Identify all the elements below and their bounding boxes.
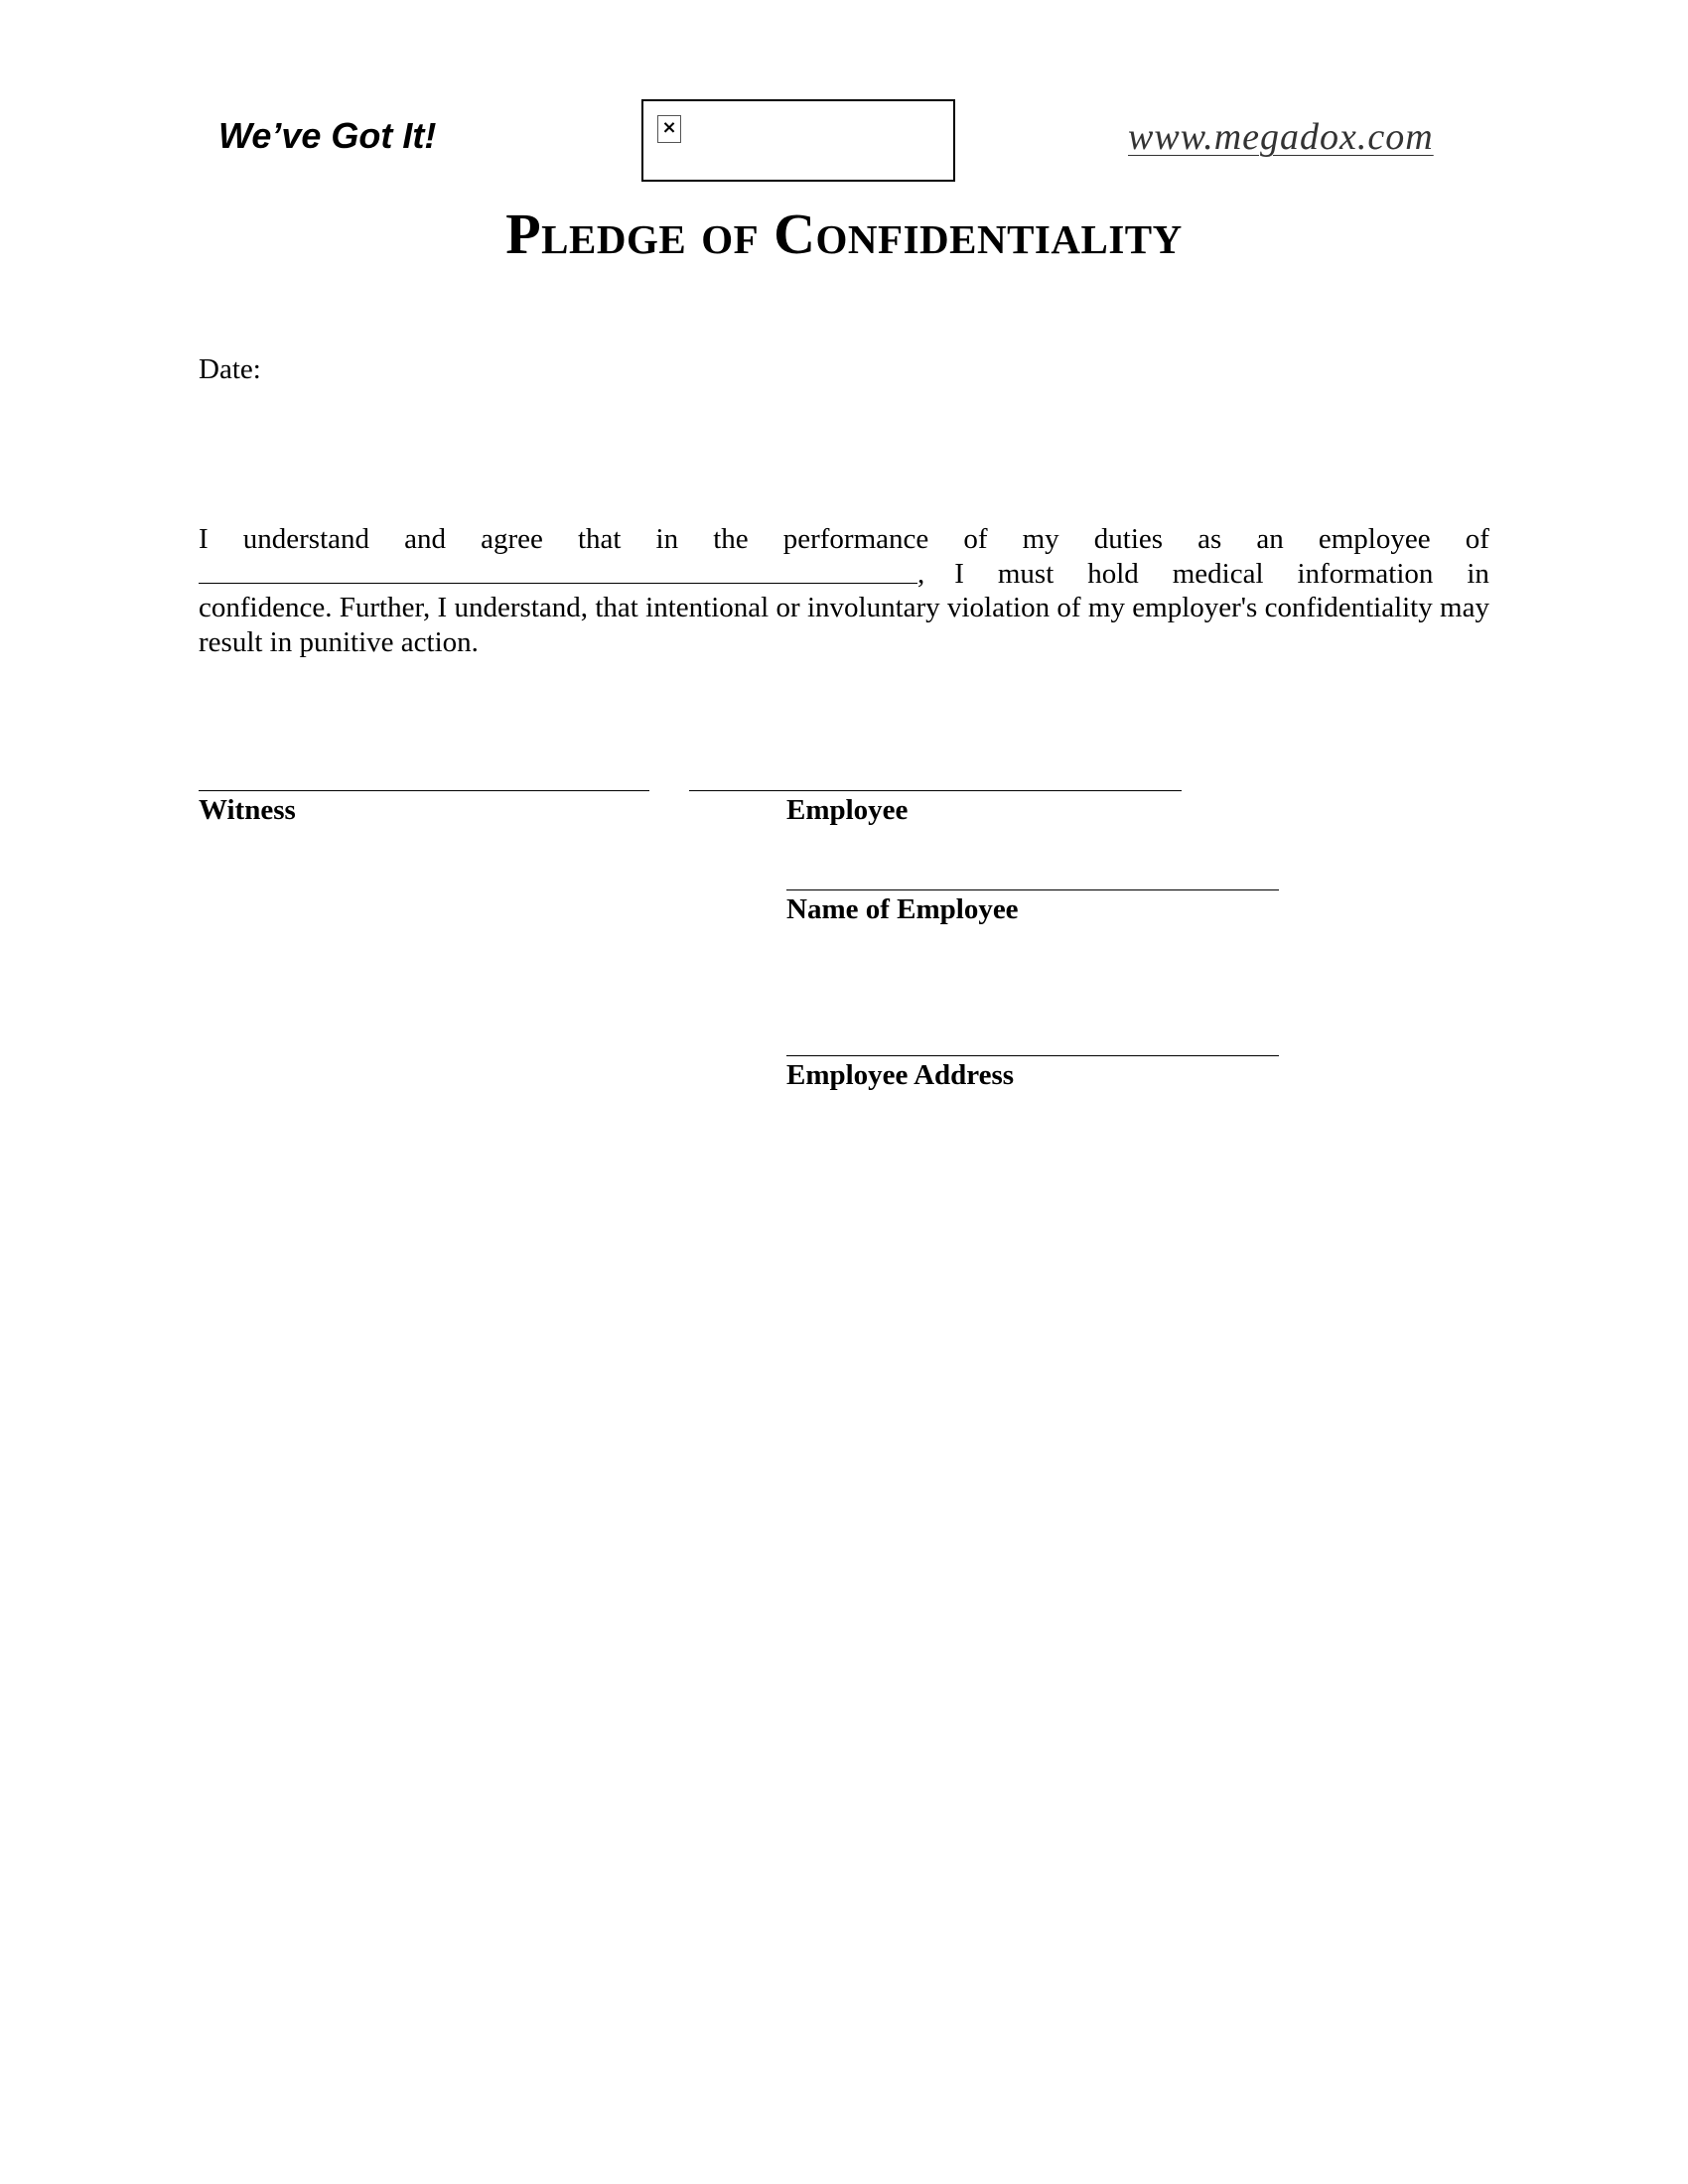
- word: in: [1467, 557, 1489, 590]
- word: employee: [1318, 523, 1431, 555]
- word: the: [713, 523, 749, 555]
- employee-name-label: Name of Employee: [786, 893, 1019, 925]
- date-label: Date:: [199, 353, 261, 385]
- word: ,: [917, 557, 925, 590]
- word: agree: [481, 523, 543, 555]
- employee-signature-line: [689, 790, 1182, 791]
- word: medical: [1172, 557, 1264, 590]
- website-link[interactable]: www.megadox.com: [1128, 116, 1434, 158]
- word: performance: [782, 523, 929, 555]
- word: as: [1197, 523, 1222, 555]
- logo-placeholder: [641, 99, 955, 182]
- witness-label: Witness: [199, 794, 296, 826]
- word: of: [963, 523, 988, 555]
- employee-address-line: [786, 1055, 1279, 1056]
- word: of: [1465, 523, 1489, 555]
- word: in: [655, 523, 679, 555]
- paragraph-line-2: [199, 557, 1489, 592]
- word: duties: [1093, 523, 1164, 555]
- word: information: [1297, 557, 1434, 590]
- word: hold: [1087, 557, 1139, 590]
- employee-name-line: [786, 889, 1279, 890]
- word: understand: [242, 523, 370, 555]
- paragraph-line-1: [199, 522, 1489, 557]
- broken-image-icon: ×: [657, 115, 681, 143]
- document-title: Pledge of Confidentiality: [505, 202, 1183, 266]
- word: must: [997, 557, 1055, 590]
- word: my: [1022, 523, 1059, 555]
- employee-label: Employee: [786, 794, 909, 826]
- witness-signature-line: [199, 790, 649, 791]
- word: that: [577, 523, 622, 555]
- employee-address-label: Employee Address: [786, 1059, 1015, 1091]
- word: I: [954, 557, 964, 590]
- employer-name-blank: [199, 583, 917, 584]
- line-2-words: [954, 557, 1489, 592]
- word: an: [1256, 523, 1284, 555]
- word: and: [404, 523, 446, 555]
- body-paragraph: [199, 522, 1489, 659]
- paragraph-remainder: confidence. Further, I understand, that intentional or involuntary violation of my employer's confidentiality may result in punitive action.: [199, 592, 1489, 658]
- tagline: We’ve Got It!: [218, 115, 437, 156]
- word: I: [199, 523, 209, 555]
